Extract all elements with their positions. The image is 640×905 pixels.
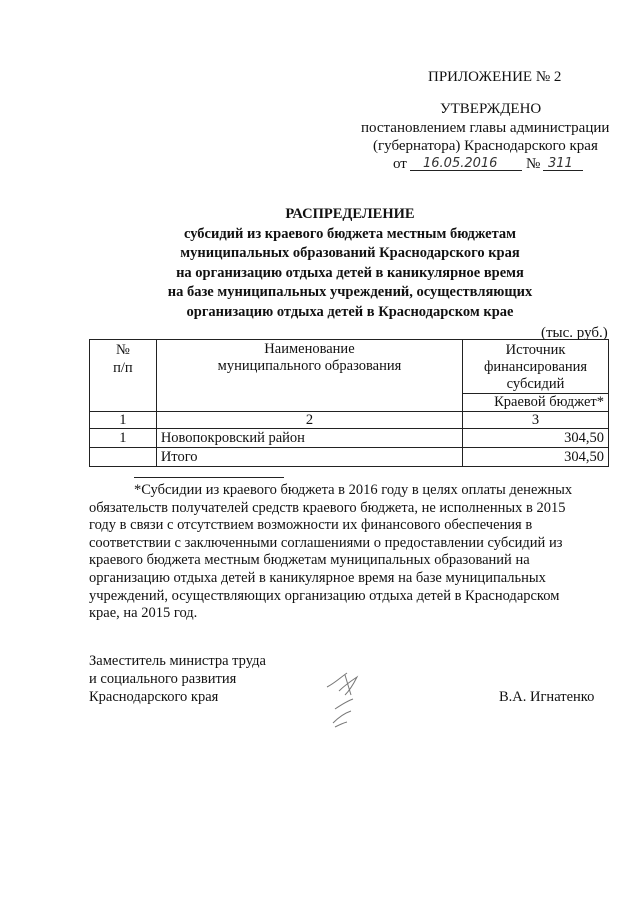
- row-name: Новопокровский район: [156, 429, 462, 448]
- numbering-cell-1: 1: [90, 412, 157, 429]
- date-prefix: от: [393, 156, 407, 172]
- title-line-2: муниципальных образований Краснодарского края: [180, 245, 520, 261]
- table-header-row: [90, 340, 609, 394]
- numbering-cell-3: 3: [463, 412, 609, 429]
- footnote-separator: [134, 477, 284, 478]
- table-total-row: [90, 448, 609, 467]
- footnote-line: *Субсидии из краевого бюджета в 2016 году в целях оплаты денежных: [134, 482, 573, 498]
- signatory-name: В.А. Игнатенко: [499, 689, 595, 705]
- document-title: [120, 205, 580, 322]
- footnote-line: организацию отдыха детей в каникулярное время на базе муниципальных: [89, 569, 546, 586]
- title-line-4: на базе муниципальных учреждений, осуществляющих: [167, 284, 533, 300]
- subsidy-table: [89, 339, 609, 467]
- title-line-3: на организацию отдыха детей в каникулярное время: [176, 264, 524, 281]
- title-main: РАСПРЕДЕЛЕНИЕ: [285, 206, 415, 222]
- footnote: [89, 482, 609, 623]
- unit-label: (тыс. руб.): [541, 325, 608, 341]
- header-number: № п/п: [90, 340, 157, 412]
- row-number: 1: [90, 429, 157, 448]
- handwritten-signature: [305, 665, 395, 745]
- total-amount: 304,50: [463, 448, 609, 467]
- table-numbering-row: [90, 412, 609, 429]
- handwritten-date: 16.05.2016: [423, 156, 498, 171]
- row-amount: 304,50: [463, 429, 609, 448]
- title-line-1: субсидий из краевого бюджета местным бюджетам: [183, 225, 517, 242]
- footnote-line: году в связи с отсутствием возможности их финансового обеспечения в: [89, 517, 533, 534]
- number-prefix: №: [526, 156, 541, 172]
- footnote-line: краевого бюджета местным бюджетам муниципальных образований на: [89, 552, 530, 569]
- position-line-2: и социального развития: [89, 671, 237, 687]
- footnote-line: обязательств получателей средств краевого бюджета, не исполненных в 2015: [89, 499, 566, 516]
- approval-line-2: (губернатора) Краснодарского края: [373, 138, 598, 154]
- appendix-label: ПРИЛОЖЕНИЕ № 2: [428, 69, 562, 85]
- title-line-5: организацию отдыха детей в Краснодарском крае: [186, 303, 514, 320]
- total-empty-cell: [90, 448, 157, 467]
- header-regional-budget: Краевой бюджет*: [463, 394, 609, 412]
- handwritten-number: 311: [548, 156, 573, 171]
- position-line-1: Заместитель министра труда: [89, 653, 266, 669]
- footnote-line: соответствии с заключенными соглашениями о предоставлении субсидий из: [89, 534, 563, 551]
- header-source: Источник финансирования субсидий: [463, 340, 609, 394]
- position-line-3: Краснодарского края: [89, 689, 219, 705]
- footnote-line: крае, на 2015 год.: [89, 605, 198, 622]
- total-label: Итого: [156, 448, 462, 467]
- header-name: Наименование муниципального образования: [156, 340, 462, 412]
- approval-date-line: [393, 155, 613, 177]
- numbering-cell-2: 2: [156, 412, 462, 429]
- signatory-position: [89, 652, 266, 706]
- approval-line-1: постановлением главы администрации: [361, 120, 610, 136]
- approved-label: УТВЕРЖДЕНО: [440, 101, 542, 117]
- footnote-line: учреждений, осуществляющих организацию отдыха детей в Краснодарском: [89, 587, 560, 604]
- table-row: [90, 429, 609, 448]
